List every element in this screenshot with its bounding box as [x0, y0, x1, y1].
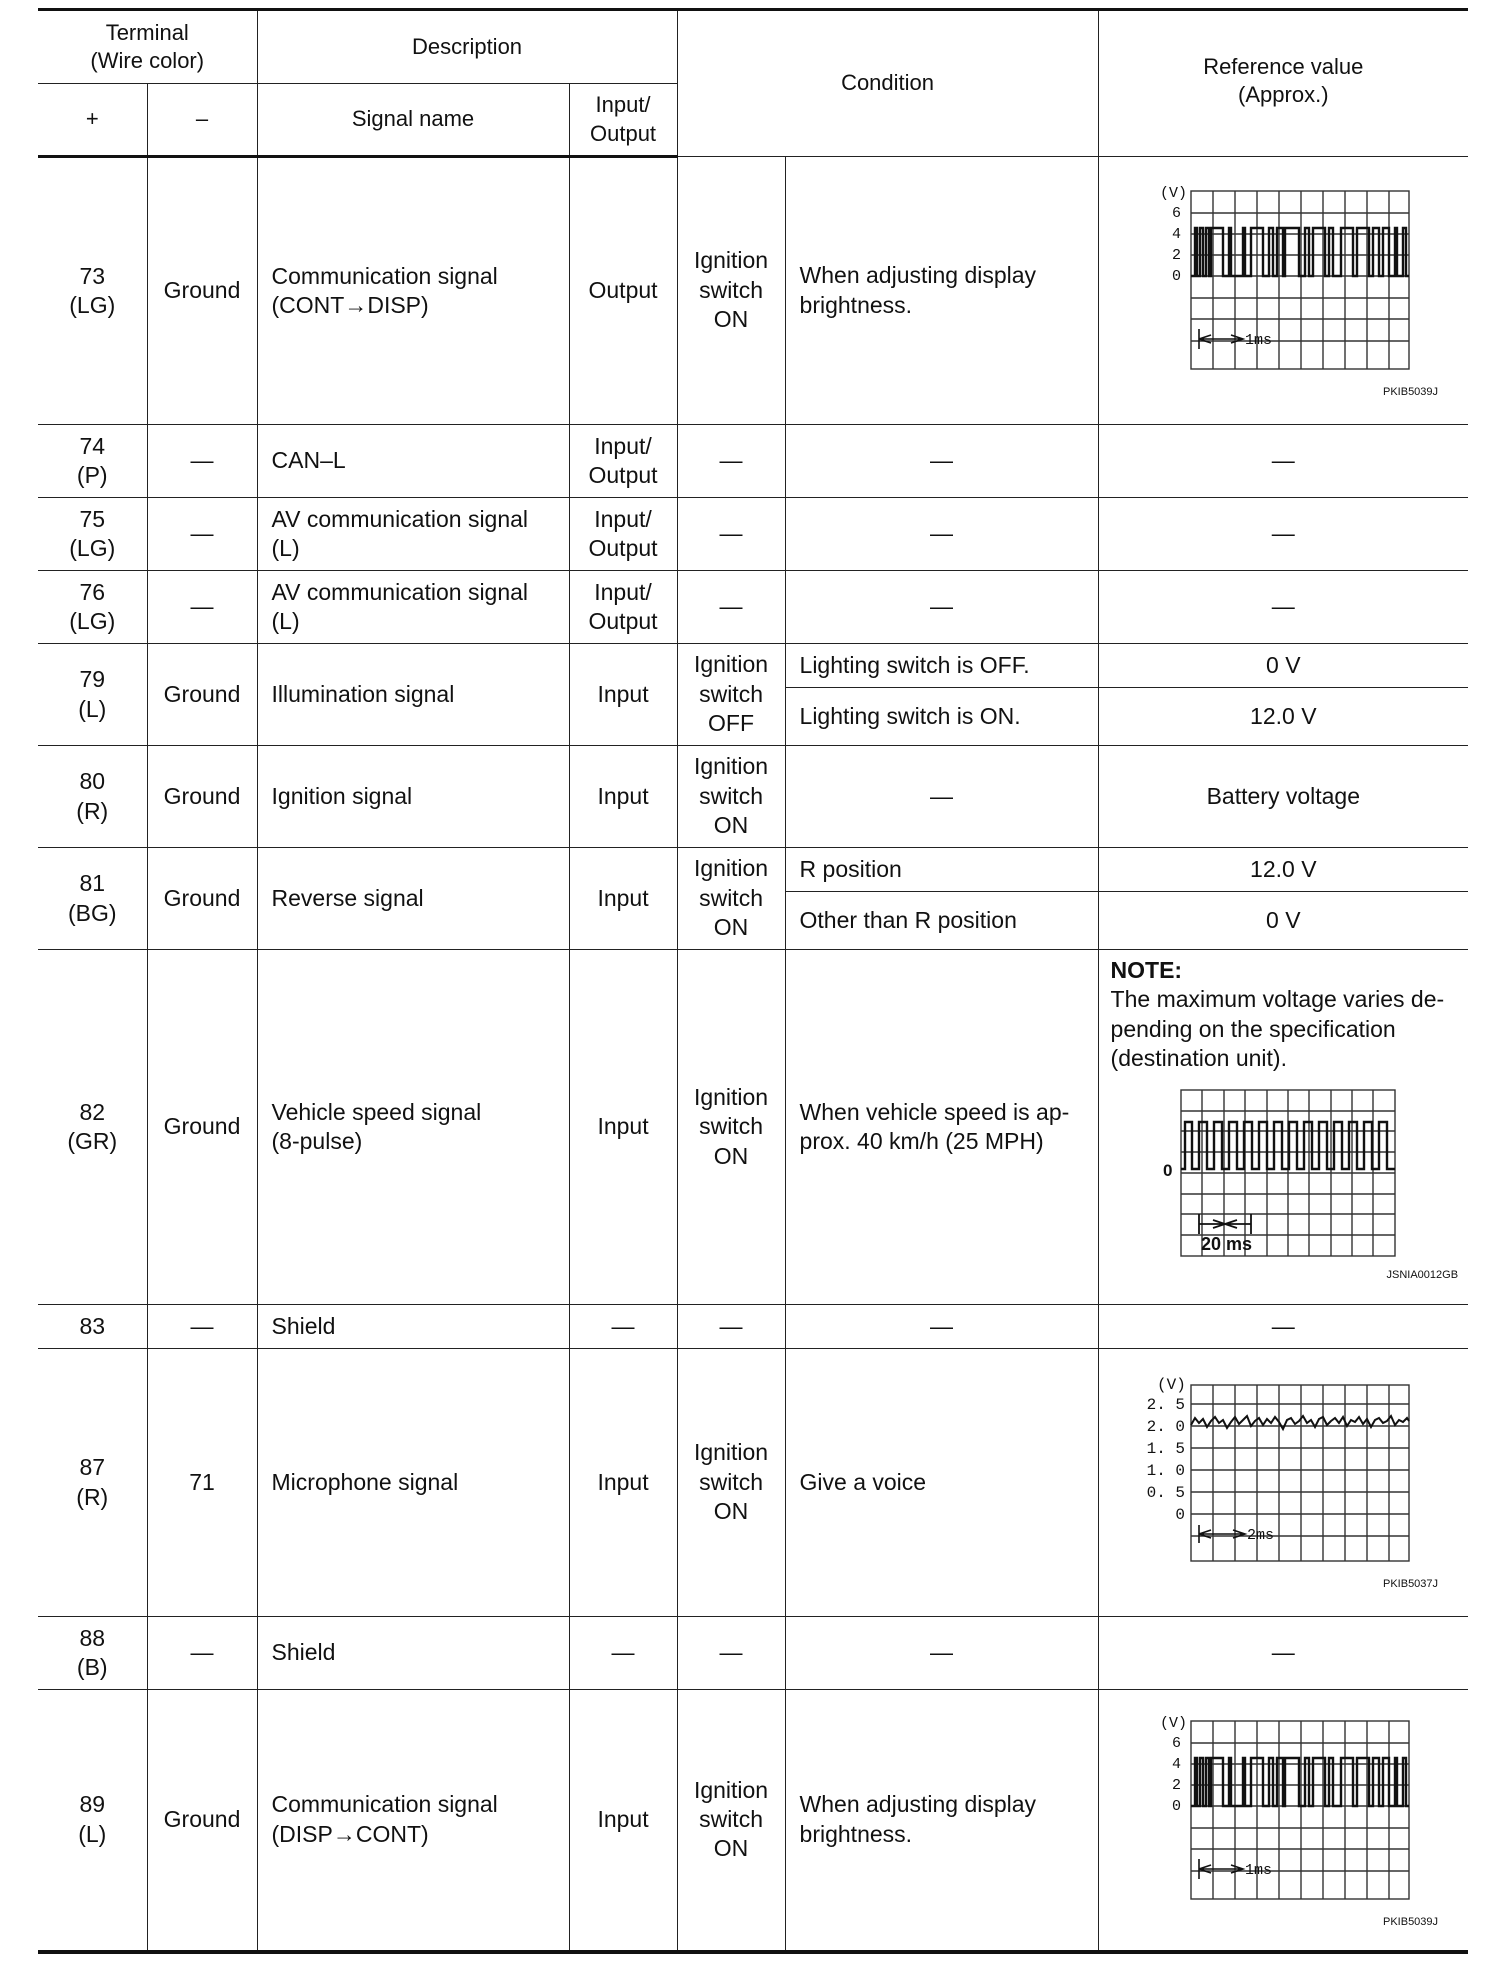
minus-cell: 71 — [147, 1349, 257, 1617]
condition-cell: — — [785, 425, 1098, 498]
minus-cell: — — [147, 571, 257, 644]
waveform-caption: JSNIA0012GB — [1386, 1268, 1459, 1281]
svg-text:0: 0 — [1175, 1506, 1186, 1525]
io-cell: Input — [569, 1690, 677, 1952]
header-io: Input/ Output — [569, 84, 677, 157]
table-row — [38, 950, 1468, 1305]
table-row — [38, 157, 1468, 425]
signal-cell: Communication signal (DISP→CONT) — [257, 1690, 569, 1952]
condition-cell: Lighting switch is OFF. — [785, 644, 1098, 688]
ignition-cell: — — [677, 1305, 785, 1349]
io-cell: — — [569, 1617, 677, 1690]
svg-text:2: 2 — [1172, 1776, 1182, 1794]
condition-cell: — — [785, 571, 1098, 644]
reference-cell: 0 V — [1098, 644, 1468, 688]
svg-text:4: 4 — [1172, 226, 1182, 244]
ignition-cell: Ignition switch ON — [677, 1349, 785, 1617]
table-row — [38, 746, 1468, 848]
condition-cell: When adjusting display brightness. — [785, 1690, 1098, 1952]
waveform-caption: PKIB5039J — [1383, 386, 1439, 399]
terminal-cell: 81 (BG) — [38, 848, 147, 950]
condition-cell: — — [785, 1305, 1098, 1349]
signal-cell: Reverse signal — [257, 848, 569, 950]
reference-cell — [1098, 1349, 1468, 1617]
ignition-cell: — — [677, 498, 785, 571]
svg-text:1. 5: 1. 5 — [1146, 1440, 1186, 1459]
minus-cell: Ground — [147, 1690, 257, 1952]
terminal-cell: 87 (R) — [38, 1349, 147, 1617]
reference-cell — [1098, 950, 1468, 1305]
signal-cell: Shield — [257, 1305, 569, 1349]
ignition-cell: — — [677, 425, 785, 498]
condition-cell: — — [785, 1617, 1098, 1690]
signal-cell: CAN–L — [257, 425, 569, 498]
svg-text:2: 2 — [1172, 247, 1182, 265]
minus-cell: Ground — [147, 950, 257, 1305]
reference-cell — [1098, 1690, 1468, 1952]
terminal-cell: 74 (P) — [38, 425, 147, 498]
waveform-caption: PKIB5037J — [1383, 1578, 1439, 1591]
signal-cell: Vehicle speed signal (8-pulse) — [257, 950, 569, 1305]
signal-cell: Illumination signal — [257, 644, 569, 746]
terminal-cell: 80 (R) — [38, 746, 147, 848]
terminal-cell: 88 (B) — [38, 1617, 147, 1690]
reference-cell: — — [1098, 498, 1468, 571]
ignition-cell: Ignition switch ON — [677, 1690, 785, 1952]
header-condition: Condition — [677, 10, 1098, 157]
reference-cell: — — [1098, 571, 1468, 644]
io-cell: Input/ Output — [569, 498, 677, 571]
reference-cell — [1098, 157, 1468, 425]
terminal-cell: 82 (GR) — [38, 950, 147, 1305]
signal-cell: Microphone signal — [257, 1349, 569, 1617]
condition-cell: Other than R position — [785, 892, 1098, 950]
ignition-cell: Ignition switch ON — [677, 746, 785, 848]
signal-cell: Shield — [257, 1617, 569, 1690]
reference-cell: — — [1098, 425, 1468, 498]
reference-cell: 12.0 V — [1098, 848, 1468, 892]
io-cell: Input — [569, 746, 677, 848]
svg-text:2ms: 2ms — [1247, 1527, 1275, 1545]
condition-cell: When adjusting display brightness. — [785, 157, 1098, 425]
ignition-cell: Ignition switch ON — [677, 950, 785, 1305]
reference-cell: 0 V — [1098, 892, 1468, 950]
condition-cell: R position — [785, 848, 1098, 892]
ignition-cell: Ignition switch ON — [677, 848, 785, 950]
condition-cell: — — [785, 498, 1098, 571]
svg-text:6: 6 — [1172, 1734, 1182, 1752]
minus-cell: Ground — [147, 848, 257, 950]
table-row — [38, 1305, 1468, 1349]
header-description: Description — [257, 10, 677, 84]
header-signal-name: Signal name — [257, 84, 569, 157]
terminal-cell: 83 — [38, 1305, 147, 1349]
table-row — [38, 848, 1468, 892]
svg-text:0: 0 — [1172, 268, 1182, 286]
digital-waveform — [1133, 181, 1433, 381]
svg-text:1ms: 1ms — [1245, 1861, 1273, 1879]
svg-text:1. 0: 1. 0 — [1146, 1462, 1186, 1481]
reference-cell: — — [1098, 1617, 1468, 1690]
condition-cell: When vehicle speed is ap- prox. 40 km/h (25 MPH) — [785, 950, 1098, 1305]
svg-text:6: 6 — [1172, 205, 1182, 223]
terminal-cell: 73 (LG) — [38, 157, 147, 425]
ignition-cell: Ignition switch ON — [677, 157, 785, 425]
waveform-caption: PKIB5039J — [1383, 1915, 1439, 1928]
table-row — [38, 425, 1468, 498]
condition-cell: — — [785, 746, 1098, 848]
minus-cell: — — [147, 1617, 257, 1690]
reference-cell: — — [1098, 1305, 1468, 1349]
microphone-waveform — [1133, 1373, 1433, 1573]
header-plus: + — [38, 84, 147, 157]
condition-cell: Lighting switch is ON. — [785, 688, 1098, 746]
svg-text:4: 4 — [1172, 1755, 1182, 1773]
reference-cell: Battery voltage — [1098, 746, 1468, 848]
signal-cell: AV communication signal (L) — [257, 571, 569, 644]
svg-text:0: 0 — [1172, 1797, 1182, 1815]
header-terminal: Terminal (Wire color) — [38, 10, 257, 84]
terminal-cell: 89 (L) — [38, 1690, 147, 1952]
io-cell: Output — [569, 157, 677, 425]
note-block: NOTE: The maximum voltage varies de- pending on the specification (destination unit). — [1110, 957, 1445, 1072]
svg-text:0: 0 — [1163, 1160, 1173, 1180]
io-cell: Input — [569, 644, 677, 746]
minus-cell: — — [147, 1305, 257, 1349]
terminal-cell: 76 (LG) — [38, 571, 147, 644]
header-minus: – — [147, 84, 257, 157]
terminal-cell: 79 (L) — [38, 644, 147, 746]
io-cell: Input/ Output — [569, 425, 677, 498]
terminal-table — [38, 8, 1468, 1954]
table-row — [38, 1617, 1468, 1690]
terminal-cell: 75 (LG) — [38, 498, 147, 571]
minus-cell: — — [147, 425, 257, 498]
svg-text:(V): (V) — [1160, 1714, 1188, 1732]
minus-cell: Ground — [147, 644, 257, 746]
digital-waveform — [1133, 1711, 1433, 1911]
io-cell: Input — [569, 848, 677, 950]
signal-cell: AV communication signal (L) — [257, 498, 569, 571]
minus-cell: Ground — [147, 746, 257, 848]
svg-text:1ms: 1ms — [1245, 332, 1273, 350]
speed-waveform — [1133, 1084, 1433, 1264]
signal-cell: Communication signal (CONT→DISP) — [257, 157, 569, 425]
table-row — [38, 1690, 1468, 1952]
io-cell: — — [569, 1305, 677, 1349]
table-row — [38, 498, 1468, 571]
table-row — [38, 644, 1468, 688]
ignition-cell: — — [677, 1617, 785, 1690]
table-row — [38, 1349, 1468, 1617]
condition-cell: Give a voice — [785, 1349, 1098, 1617]
ignition-cell: Ignition switch OFF — [677, 644, 785, 746]
svg-text:0. 5: 0. 5 — [1146, 1484, 1186, 1503]
io-cell: Input/ Output — [569, 571, 677, 644]
svg-text:(V): (V) — [1160, 185, 1188, 203]
reference-cell: 12.0 V — [1098, 688, 1468, 746]
svg-text:(V): (V) — [1157, 1376, 1187, 1395]
header-reference: Reference value (Approx.) — [1098, 10, 1468, 157]
minus-cell: Ground — [147, 157, 257, 425]
svg-text:2. 5: 2. 5 — [1146, 1396, 1186, 1415]
table-row — [38, 571, 1468, 644]
minus-cell: — — [147, 498, 257, 571]
signal-cell: Ignition signal — [257, 746, 569, 848]
io-cell: Input — [569, 950, 677, 1305]
ignition-cell: — — [677, 571, 785, 644]
io-cell: Input — [569, 1349, 677, 1617]
svg-text:2. 0: 2. 0 — [1146, 1418, 1186, 1437]
svg-text:20 ms: 20 ms — [1201, 1233, 1253, 1254]
